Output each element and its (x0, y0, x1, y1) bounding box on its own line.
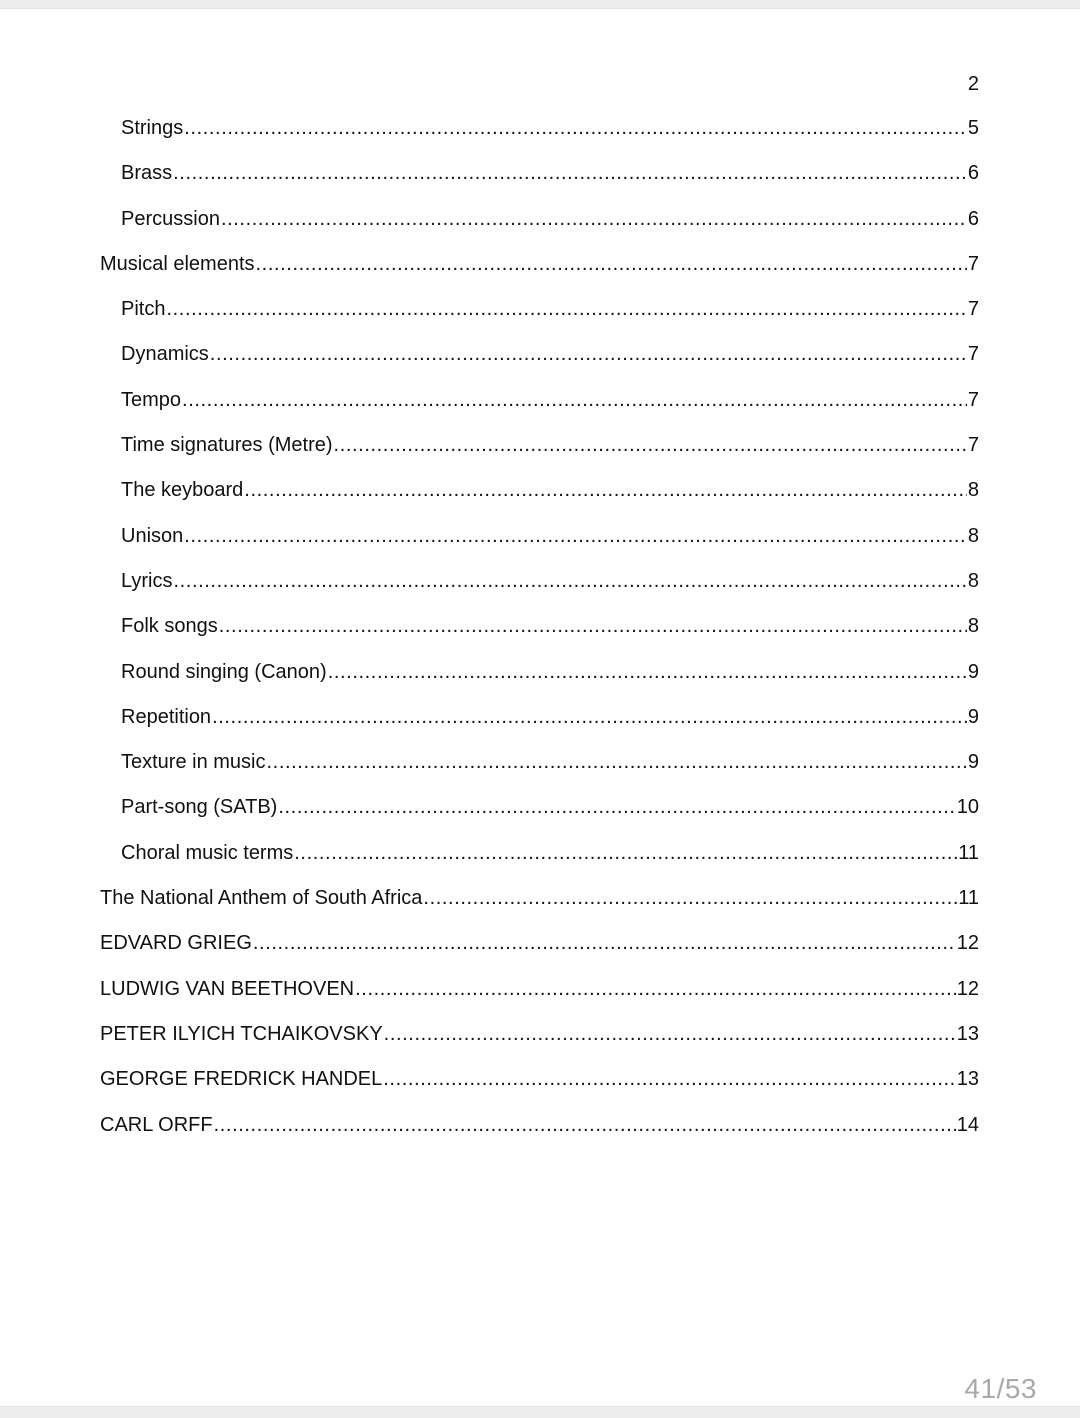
toc-entry[interactable] (100, 842, 979, 887)
toc-entry-title: Brass (121, 162, 173, 185)
toc-dot-leader (210, 343, 967, 366)
toc-entry-page: 12 (956, 977, 979, 1000)
toc-entry[interactable] (100, 932, 979, 977)
toc-dot-leader (384, 1023, 956, 1046)
toc-entry-page: 8 (967, 569, 979, 592)
toc-entry[interactable] (100, 208, 979, 253)
toc-entry-page: 13 (956, 1022, 979, 1045)
toc-entry[interactable] (100, 1114, 979, 1159)
toc-dot-leader (383, 1068, 955, 1091)
toc-entry[interactable] (100, 298, 979, 343)
toc-entry-title: Lyrics (121, 569, 173, 592)
toc-entry-page: 7 (967, 252, 979, 275)
toc-entry[interactable] (100, 343, 979, 388)
toc-entry-page: 8 (967, 479, 979, 502)
toc-entry-title: Strings (121, 117, 184, 139)
toc-entry-title: LUDWIG VAN BEETHOVEN (100, 977, 355, 1000)
toc-entry-title: Folk songs (121, 615, 218, 638)
toc-dot-leader (355, 978, 956, 1001)
toc-dot-leader (182, 389, 967, 412)
page-number: 2 (967, 73, 979, 95)
toc-entry-page: 8 (967, 615, 979, 638)
toc-entry[interactable] (100, 887, 979, 932)
toc-dot-leader (166, 298, 966, 321)
toc-entry-page: 7 (967, 298, 979, 321)
toc-entry-title: CARL ORFF (100, 1113, 213, 1136)
toc-dot-leader (267, 751, 967, 774)
toc-entry[interactable] (100, 389, 979, 434)
toc-entry-page: 13 (956, 1068, 979, 1091)
toc-entry-title: Round singing (Canon) (121, 660, 327, 683)
toc-entry-title: EDVARD GRIEG (100, 932, 252, 955)
toc-entry-title: The keyboard (121, 479, 244, 502)
toc-dot-leader (253, 932, 956, 955)
toc-dot-leader (423, 887, 957, 910)
toc-dot-leader (173, 570, 966, 593)
toc-entry[interactable] (100, 1023, 979, 1068)
toc-entry-page: 10 (956, 796, 979, 819)
toc-dot-leader (221, 208, 967, 231)
toc-entry[interactable] (100, 479, 979, 524)
toc-entry-title: Unison (121, 524, 184, 547)
toc-entry-page: 9 (967, 660, 979, 683)
toc-entry[interactable] (100, 117, 979, 162)
toc-entry[interactable] (100, 162, 979, 207)
toc-entry[interactable] (100, 796, 979, 841)
toc-entry-title: Time signatures (Metre) (121, 434, 333, 457)
toc-entry-title: Texture in music (121, 751, 266, 774)
toc-entry-page: 9 (967, 705, 979, 728)
toc-entry-page: 11 (958, 887, 979, 910)
toc-dot-leader (328, 661, 967, 684)
toc-entry[interactable] (100, 978, 979, 1023)
toc-entry-page: 6 (967, 162, 979, 185)
toc-entry-page: 9 (967, 751, 979, 774)
toc-entry[interactable] (100, 434, 979, 479)
toc-entry-page: 8 (967, 524, 979, 547)
toc-entry[interactable] (100, 661, 979, 706)
toc-entry[interactable] (100, 525, 979, 570)
toc-entry[interactable] (100, 615, 979, 660)
toc-entry-title: PETER ILYICH TCHAIKOVSKY (100, 1022, 383, 1045)
toc-dot-leader (244, 479, 967, 502)
toc-dot-leader (184, 525, 967, 548)
toc-entry-title: Pitch (121, 298, 166, 321)
document-page (0, 8, 1080, 1407)
toc-entry-page: 11 (958, 841, 979, 864)
toc-entry-title: Dynamics (121, 343, 209, 366)
table-of-contents (100, 117, 979, 1159)
toc-entry-title: Part-song (SATB) (121, 796, 278, 819)
toc-entry[interactable] (100, 1068, 979, 1113)
toc-entry-page: 5 (967, 117, 979, 139)
toc-dot-leader (219, 615, 967, 638)
toc-entry-title: Musical elements (100, 252, 255, 275)
toc-entry-page: 6 (967, 207, 979, 230)
toc-entry-page: 14 (956, 1113, 979, 1136)
toc-dot-leader (278, 796, 955, 819)
toc-dot-leader (334, 434, 967, 457)
toc-entry[interactable] (100, 751, 979, 796)
toc-dot-leader (214, 1114, 956, 1137)
toc-entry-title: Percussion (121, 207, 220, 230)
toc-entry-title: The National Anthem of South Africa (100, 887, 423, 910)
toc-entry-page: 7 (967, 343, 979, 366)
toc-entry[interactable] (100, 706, 979, 751)
toc-dot-leader (256, 253, 967, 276)
toc-entry-page: 12 (956, 932, 979, 955)
toc-dot-leader (184, 117, 967, 140)
page-counter: 41/53 (964, 1373, 1037, 1404)
toc-dot-leader (173, 162, 967, 185)
toc-dot-leader (294, 842, 957, 865)
toc-entry-title: GEORGE FREDRICK HANDEL (100, 1068, 383, 1091)
toc-entry-title: Repetition (121, 705, 212, 728)
toc-entry[interactable] (100, 253, 979, 298)
toc-entry[interactable] (100, 570, 979, 615)
toc-entry-page: 7 (967, 434, 979, 457)
toc-entry-page: 7 (967, 388, 979, 411)
toc-dot-leader (212, 706, 967, 729)
toc-entry-title: Choral music terms (121, 841, 294, 864)
toc-entry-title: Tempo (121, 388, 182, 411)
